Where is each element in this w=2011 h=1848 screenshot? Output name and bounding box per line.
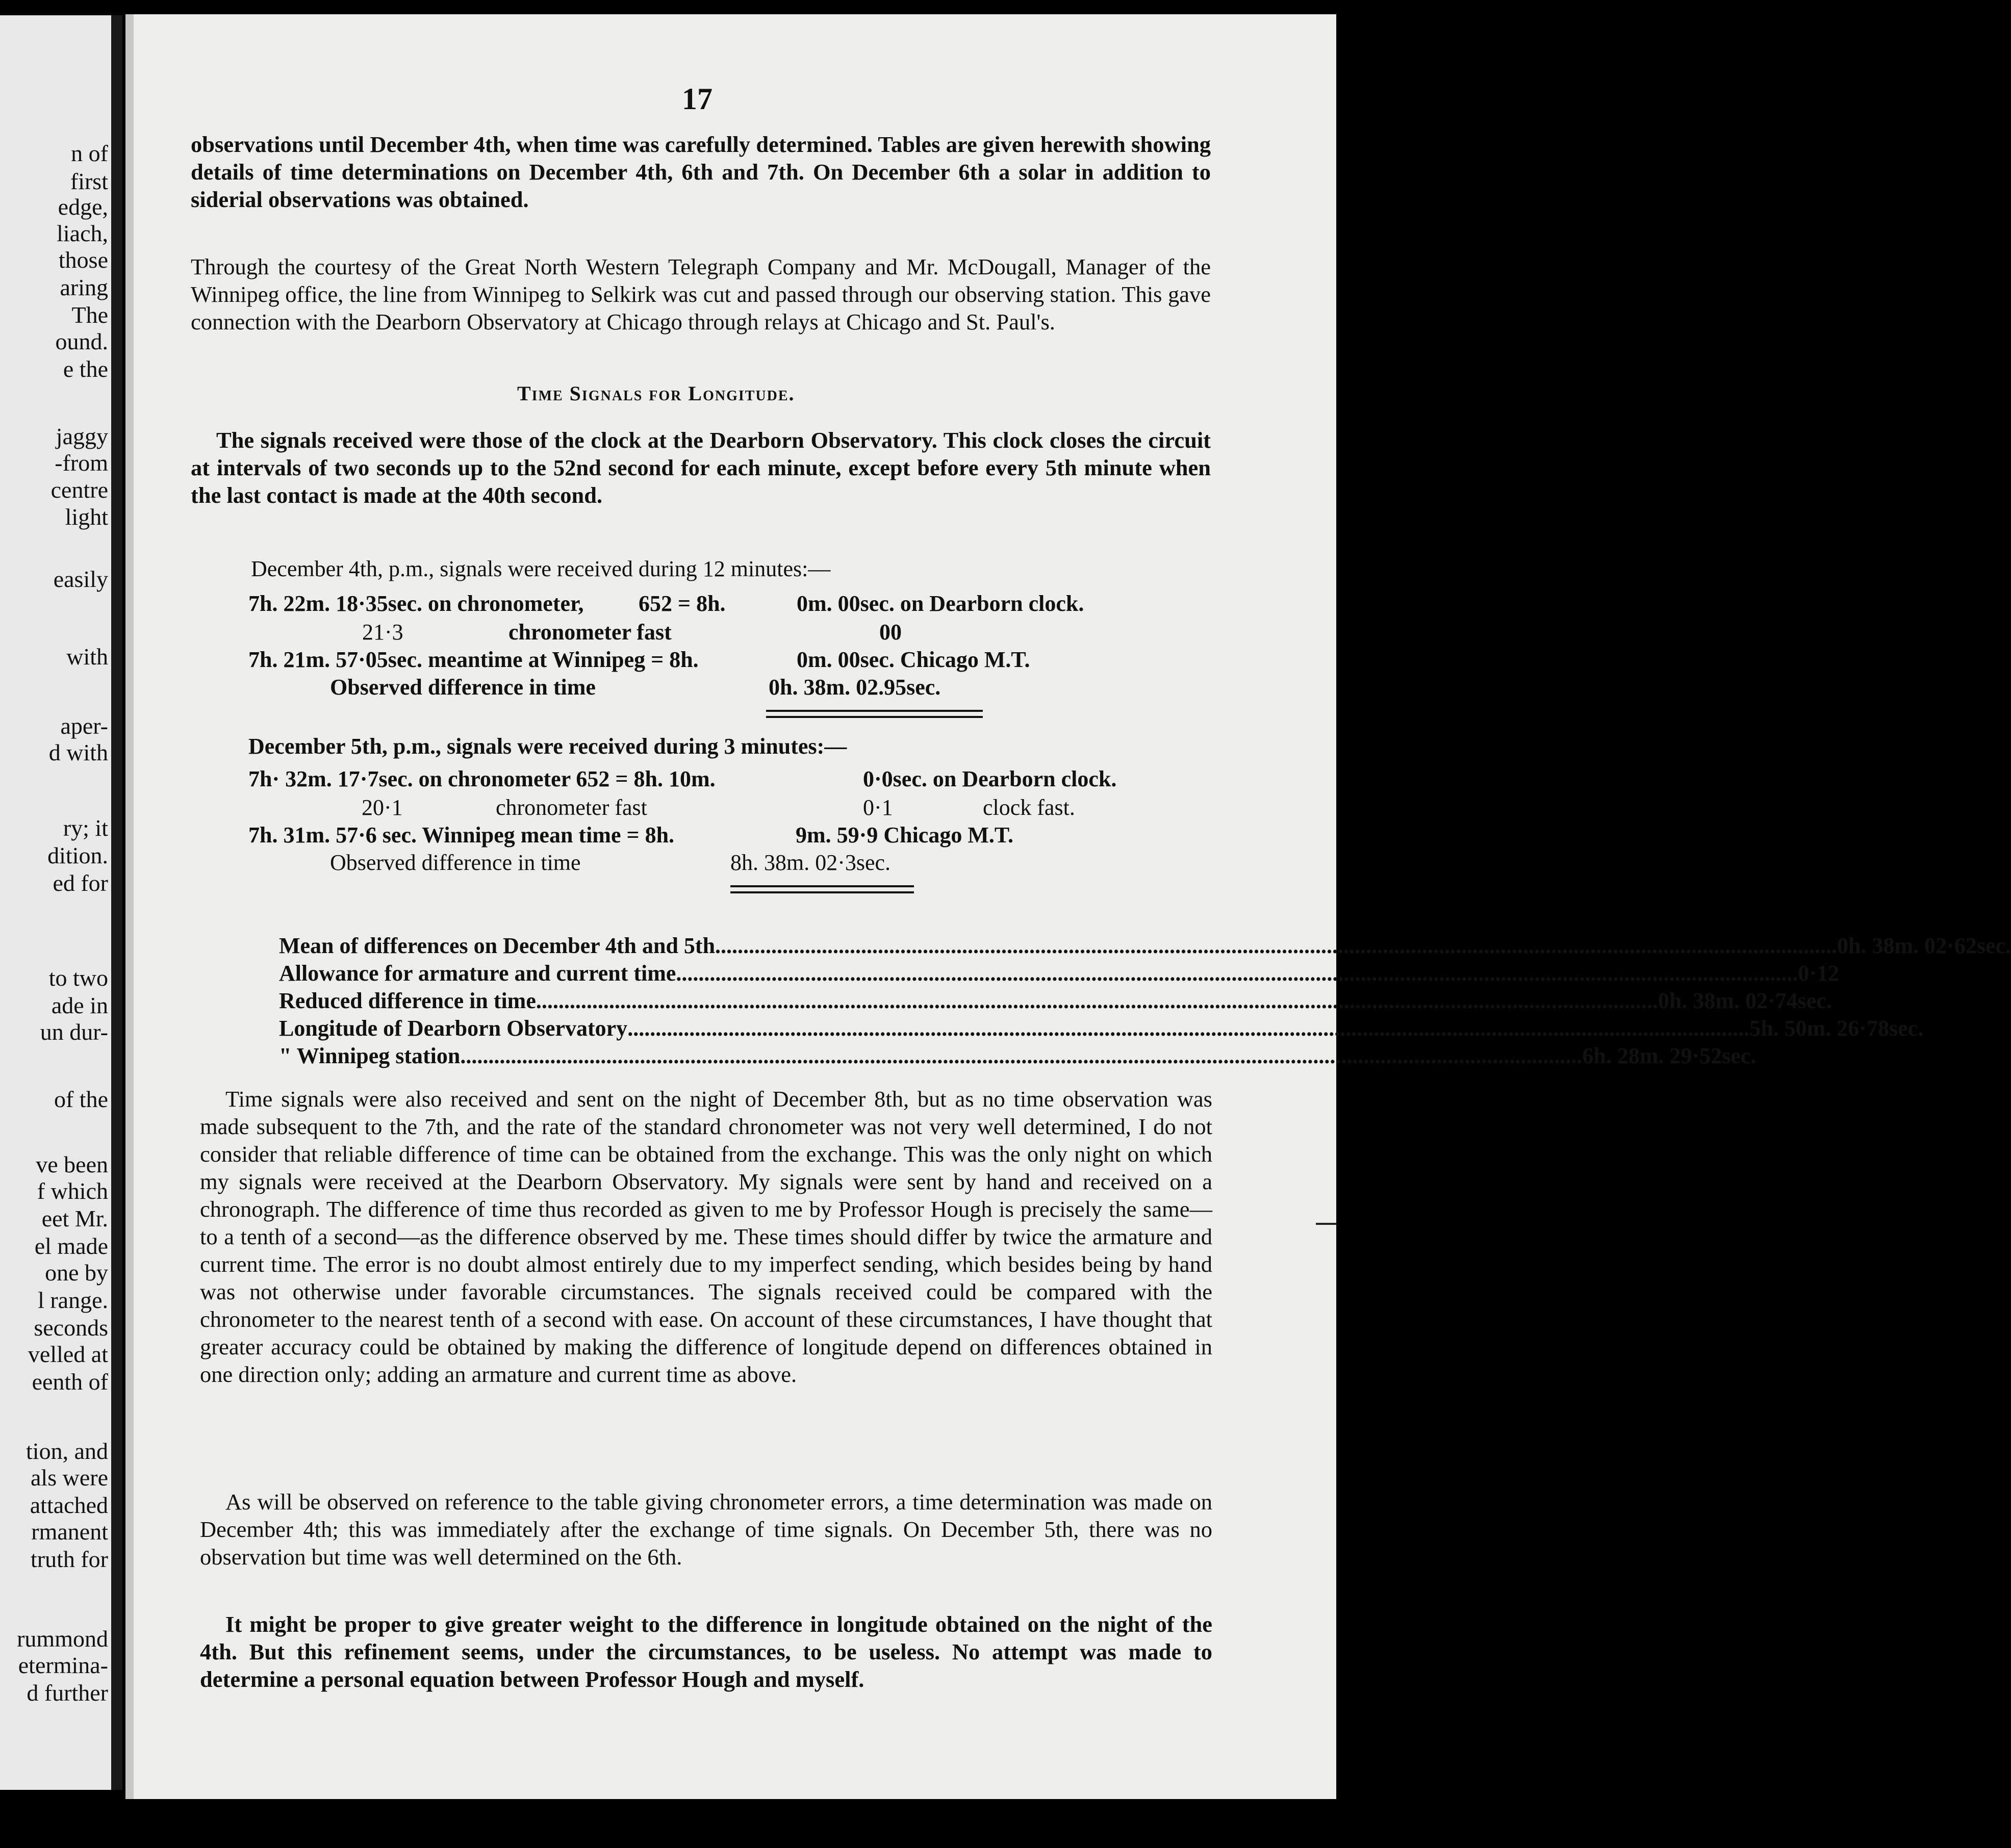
facing-page-line: attached [30,1492,108,1518]
summary-value: 0h. 38m. 02·62sec. [1837,933,2011,958]
dec4-row3-winnipeg: 7h. 21m. 57·05sec. meantime at Winnipeg = 8h. [248,647,699,672]
facing-page-line: ed for [53,870,108,896]
double-rule-1b [766,716,983,718]
facing-page-line: first [70,168,108,194]
leader-dots: ........................................................................................................................................................................................................ [715,933,1838,958]
paragraph-signals: The signals received were those of the clock at the Dearborn Observatory. This clock closes the circuit at intervals of two seconds up to the 52nd second for each minute, except before every 5th minute when the last contact is made at the 40th second. [191,427,1211,508]
facing-page-line: seconds [34,1315,108,1341]
facing-page-line: The [71,302,108,328]
facing-page-line: tion, and [26,1438,108,1464]
binding-gutter [111,15,122,1790]
facing-page-line: -from [55,450,108,476]
summary-label: Longitude of Dearborn Observatory [279,1016,628,1041]
summary-row [279,1015,1924,1042]
facing-page-line: liach, [57,220,108,246]
dec5-row4-label: Observed difference in time [330,850,581,875]
dec5-row3-winnipeg: 7h. 31m. 57·6 sec. Winnipeg mean time = 8h. [248,823,675,848]
dec4-row1-chron: 652 = 8h. [639,591,726,616]
dec4-row4-label: Observed difference in time [330,675,596,700]
longitude-summary [279,932,2011,1070]
summary-value: 6h. 28m. 29·52sec. [1582,1043,1757,1068]
summary-row [279,1042,1757,1070]
dec4-row4-value: 0h. 38m. 02.95sec. [769,675,941,700]
summary-row [279,987,1832,1015]
facing-page-line: jaggy [56,423,108,449]
document-page [134,14,2011,1799]
facing-page-line: those [58,247,108,273]
facing-page-line: eenth of [32,1369,108,1395]
paragraph-observations: observations until December 4th, when time was carefully determined. Tables are given herewith showing details of time determinations on December 4th, 6th and 7th. On December 6th a solar in addition to siderial observations was obtained. [191,132,1211,212]
section-heading: Time Signals for Longitude. [517,382,795,405]
dec4-row1-clock: 0m. 00sec. on Dearborn clock. [797,591,1084,616]
facing-page-line: el made [34,1233,108,1259]
leader-dots: ........................................................................................................................................................................................................ [460,1043,1583,1068]
facing-page-line: als were [31,1465,108,1491]
dec4-row2-value: 00 [879,620,902,645]
facing-page-line: ry; it [63,815,108,841]
dec5-row1-time: 7h· 32m. 17·7sec. on chronometer 652 = 8h. 10m. [248,766,716,791]
dec4-row1-time: 7h. 22m. 18·35sec. on chronometer, [248,591,584,616]
dec5-row2-fast: 20·1 [362,795,403,820]
dec5-row3-chicago: 9m. 59·9 Chicago M.T. [796,823,1013,848]
facing-page-line: edge, [58,194,108,220]
facing-page-line: n of [71,140,108,166]
dec5-row2-label: chronometer fast [496,795,647,820]
facing-page-line: rummond [17,1626,108,1652]
facing-page-line: etermina- [18,1652,108,1678]
dec4-intro: December 4th, p.m., signals were received during 12 minutes:— [251,556,831,581]
facing-page-line: ound. [55,328,108,354]
page-edge [125,14,134,1799]
summary-label: Mean of differences on December 4th and 5th [279,933,716,958]
facing-page-line: f which [37,1178,108,1204]
dec5-row2-value: 0·1 [863,795,893,820]
facing-page-line: aper- [60,713,108,739]
facing-page-line: d further [27,1680,108,1706]
facing-page-line: velled at [28,1341,108,1367]
facing-page-line: of the [54,1086,108,1112]
paragraph-exchange: Time signals were also received and sent on the night of December 8th, but as no time observation was made subsequent to the 7th, and the rate of the standard chronometer was not very well determined, I do not consider that reliable difference of time can be obtained from the exchange. This was the only night on which my signals were received at the Dearborn Observatory. My signals were sent by hand and received on a chronograph. The difference of time thus recorded as given to me by Professor Hough is precisely the same—to a tenth of a second—as the difference observed by me. These times should differ by twice the armature and current time. The error is no doubt almost entirely due to my imperfect sending, which besides being by hand was not otherwise under favorable circumstances. The signals received could be compared with the chronometer to the nearest tenth of a second with ease. On account of these circumstances, I have thought that greater accuracy could be obtained by making the difference of longitude depend on differences obtained in one direction only; adding an armature and current time as above. [200,1086,1212,1387]
summary-value: 0·12 [1798,961,1840,986]
leader-dots: ........................................................................................................................................................................................................ [676,961,1798,986]
summary-label: Reduced difference in time [279,988,536,1013]
facing-page-line: rmanent [31,1519,108,1545]
summary-value: 0h. 38m. 02·74sec. [1658,988,1832,1013]
facing-page-line: ve been [36,1151,108,1177]
facing-page-line: eet Mr. [41,1205,108,1231]
leader-dots: ........................................................................................................................................................................................................ [627,1016,1750,1041]
double-rule-2a [730,885,914,887]
facing-page-line: d with [48,739,108,765]
facing-page-line: one by [45,1260,108,1286]
summary-label: " Winnipeg station [279,1043,461,1068]
facing-page-line: ade in [51,992,108,1018]
dec4-row2-label: chronometer fast [508,620,672,645]
facing-page-line: e the [63,356,108,382]
dec5-row2-clockfast: clock fast. [983,795,1075,820]
double-rule-2b [730,891,914,893]
facing-page-line: centre [50,477,108,503]
facing-page-line: easily [53,566,108,592]
dec4-row3-chicago: 0m. 00sec. Chicago M.T. [797,647,1030,672]
facing-page [0,15,122,1790]
facing-page-line: truth for [30,1546,108,1572]
dec5-row4-value: 8h. 38m. 02·3sec. [730,850,891,875]
summary-row [279,960,1840,987]
facing-page-line: l range. [38,1287,108,1313]
dec5-row1-clock: 0·0sec. on Dearborn clock. [863,766,1117,791]
dec5-intro: December 5th, p.m., signals were received during 3 minutes:— [248,734,847,759]
leader-dots: ........................................................................................................................................................................................................ [536,988,1658,1013]
facing-page-line: aring [60,274,108,300]
paragraph-personal-equation: It might be proper to give greater weight to the difference in longitude obtained on the night of the 4th. But this refinement seems, under the circumstances, to be useless. No attempt was made to determine a personal equation between Professor Hough and myself. [200,1611,1212,1692]
dec4-row2-fast: 21·3 [362,620,403,645]
facing-page-line: light [65,504,108,530]
margin-mark [1316,1223,1336,1225]
facing-page-line: with [66,644,108,670]
summary-row [279,932,2011,960]
summary-value: 5h. 50m. 26·78sec. [1749,1016,1924,1041]
paragraph-telegraph: Through the courtesy of the Great North Western Telegraph Company and Mr. McDougall, Manager of the Winnipeg office, the line from Winnipeg to Selkirk was cut and passed through our observing station. This gave connection with the Dearborn Observatory at Chicago through relays at Chicago and St. Paul's. [191,254,1211,335]
facing-page-line: un dur- [40,1019,108,1045]
paragraph-chronometer-errors: As will be observed on reference to the table giving chronometer errors, a time determination was made on December 4th; this was immediately after the exchange of time signals. On December 5th, there was no observation but time was well determined on the 6th. [200,1489,1212,1570]
double-rule-1a [766,710,983,712]
facing-page-line: dition. [47,842,108,868]
summary-label: Allowance for armature and current time [279,961,676,986]
page-number: 17 [682,82,712,116]
facing-page-line: to two [48,965,108,991]
